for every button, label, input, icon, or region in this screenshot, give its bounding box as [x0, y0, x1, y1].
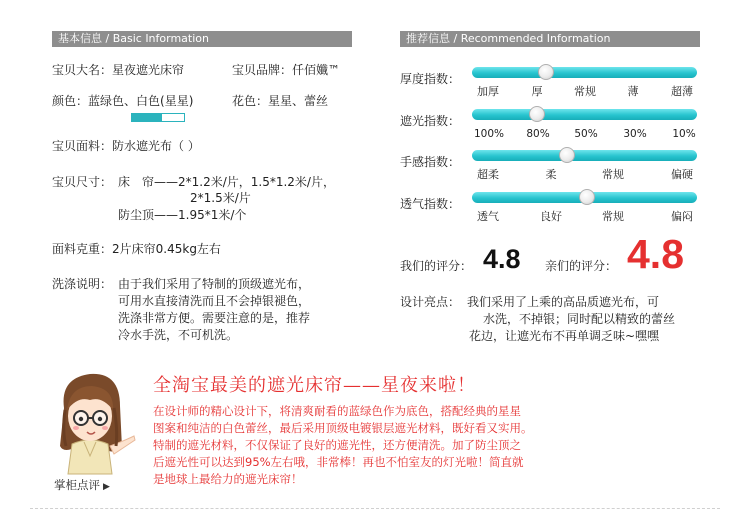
- color-label: 颜色：: [52, 94, 89, 108]
- product-brand-value: 仟佰孅™: [292, 63, 341, 77]
- fabric-label: 宝贝面料：: [52, 139, 113, 153]
- review-line-2: 图案和纯洁的白色蕾丝，最后采用顶级电镀银层遮光材料，既好看又实用。: [153, 421, 533, 435]
- wash-line-4: 冷水手洗，不可机洗。: [118, 328, 239, 342]
- hand-feel-scale-1: 超柔: [477, 168, 499, 181]
- breathability-scale-4: 偏闷: [671, 210, 693, 223]
- bottom-divider: [30, 508, 720, 509]
- basic-info-header: [52, 31, 352, 47]
- highlight-label: 设计亮点：: [400, 295, 461, 309]
- review-line-3: 特制的遮光材料，不仅保证了良好的遮光性，还方便清洗。加了防尘顶之: [153, 438, 521, 452]
- weight-row: [52, 242, 221, 257]
- hand-feel-bar: [472, 150, 697, 161]
- review-title: 全淘宝最美的遮光床帘——星夜来啦！: [153, 375, 476, 396]
- pattern-label: 花色：: [232, 94, 269, 108]
- our-rating-label: 我们的评分：: [400, 259, 473, 273]
- thickness-knob: [538, 64, 554, 80]
- weight-label: 面料克重：: [52, 242, 113, 256]
- avatar-caption-text: 掌柜点评: [54, 478, 100, 492]
- thickness-scale-2: 厚: [531, 85, 543, 98]
- hand-feel-knob: [559, 147, 575, 163]
- hand-feel-scale-4: 偏硬: [671, 168, 693, 181]
- shopkeeper-avatar: [50, 366, 138, 476]
- recommend-info-header: [400, 31, 700, 47]
- fabric-value: 防水遮光布（ ）: [112, 139, 200, 153]
- hand-feel-label: 手感指数：: [400, 155, 461, 169]
- thickness-scale-1: 加厚: [477, 85, 499, 98]
- thickness-scale-4: 薄: [627, 85, 639, 98]
- shading-scale-5: 10%: [672, 128, 696, 140]
- hand-feel-scale-3: 常规: [602, 168, 624, 181]
- fan-rating-value: 4.8: [627, 231, 684, 277]
- shading-label: 遮光指数：: [400, 114, 461, 128]
- pattern-value: 星星、蕾丝: [268, 94, 329, 108]
- review-line-1: 在设计师的精心设计下，将清爽耐看的蓝绿色作为底色，搭配经典的星星: [153, 404, 521, 418]
- size-line-3: 防尘顶——1.95*1米/个: [118, 208, 247, 222]
- product-name-row: [52, 63, 184, 78]
- size-line-2: 2*1.5米/片: [190, 191, 251, 205]
- highlight-line-2: 水洗，不掉银；同时配以精致的蕾丝: [483, 312, 676, 326]
- weight-value: 2片床帘0.45kg左右: [112, 242, 221, 256]
- breathability-scale-2: 良好: [540, 210, 562, 223]
- breathability-scale-1: 透气: [477, 210, 499, 223]
- fabric-row: [52, 139, 200, 154]
- product-name-value: 星夜遮光床帘: [112, 63, 185, 77]
- shading-scale-1: 100%: [473, 128, 505, 140]
- highlight-line-1: 我们采用了上乘的高品质遮光布，可: [467, 295, 660, 309]
- product-brand-label: 宝贝品牌：: [232, 63, 293, 77]
- thickness-scale-5: 超薄: [671, 85, 693, 98]
- thickness-scale-3: 常规: [574, 85, 596, 98]
- cartoon-girl-icon: [50, 366, 138, 476]
- size-label: 宝贝尺寸：: [52, 175, 113, 189]
- hand-feel-scale-2: 柔: [545, 168, 557, 181]
- avatar-caption: [54, 478, 110, 495]
- wash-line-1: 由于我们采用了特制的顶级遮光布，: [118, 277, 311, 291]
- our-rating-value: 4.8: [483, 244, 521, 274]
- highlight-line-3: 花边，让遮光布不再单调乏味~嘿嘿: [469, 329, 660, 343]
- size-line-1: 床 帘——2*1.2米/片，1.5*1.2米/片，: [118, 175, 335, 189]
- wash-line-2: 可用水直接清洗而且不会掉银褪色，: [118, 294, 311, 308]
- wash-line-3: 洗涤非常方便。需要注意的是，推荐: [118, 311, 311, 325]
- color-row: [52, 94, 193, 109]
- swatch-white: [162, 114, 184, 121]
- recommend-info-header-text: 推荐信息 / Recommended Information: [406, 32, 611, 45]
- review-line-5: 是地球上最给力的遮光床帘！: [153, 472, 303, 486]
- thickness-label: 厚度指数：: [400, 72, 461, 86]
- shading-scale-4: 30%: [623, 128, 647, 140]
- color-value: 蓝绿色、白色(星星): [88, 94, 194, 108]
- shading-knob: [529, 106, 545, 122]
- pattern-row: [232, 94, 328, 109]
- product-name-label: 宝贝大名：: [52, 63, 113, 77]
- caret-right-icon: ▶: [103, 482, 110, 492]
- breathability-label: 透气指数：: [400, 197, 461, 211]
- swatch-teal: [132, 114, 162, 121]
- breathability-knob: [579, 189, 595, 205]
- breathability-scale-3: 常规: [602, 210, 624, 223]
- wash-label: 洗涤说明：: [52, 277, 113, 291]
- color-swatch: [131, 113, 185, 122]
- basic-info-header-text: 基本信息 / Basic Information: [58, 32, 209, 45]
- review-line-4: 后遮光性可以达到95%左右哦，非常棒！再也不怕室友的灯光啦！简直就: [153, 455, 524, 469]
- thickness-bar: [472, 67, 697, 78]
- shading-scale-3: 50%: [574, 128, 598, 140]
- shading-scale-2: 80%: [526, 128, 550, 140]
- product-brand-row: [232, 63, 340, 78]
- shading-bar: [472, 109, 697, 120]
- fan-rating-label: 亲们的评分：: [545, 259, 618, 273]
